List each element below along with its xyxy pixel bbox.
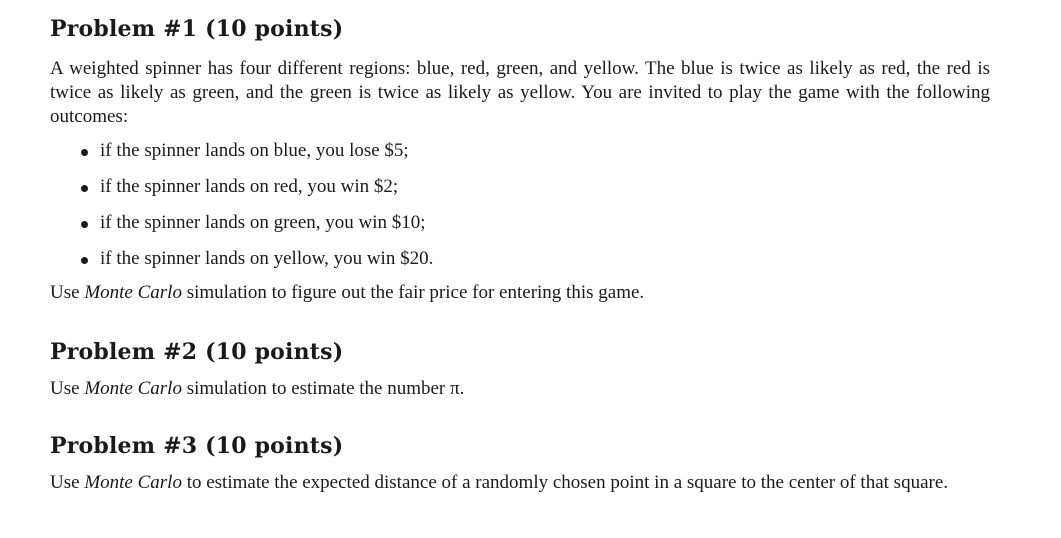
body-pre: Use: [50, 472, 80, 493]
problem-2-body: [50, 377, 990, 401]
bullet-icon: [81, 185, 88, 192]
problem-1-conclusion: [50, 281, 990, 305]
conclusion-post: simulation to figure out the fair price for entering this game.: [186, 282, 645, 303]
bullet-icon: [81, 257, 88, 264]
problem-2-title: Problem #2 (10 points): [50, 339, 344, 365]
monte-carlo-emphasis: Monte Carlo: [84, 378, 182, 399]
problem-1-title: Problem #1 (10 points): [50, 16, 344, 42]
outcome-text: if the spinner lands on red, you win $2;: [100, 176, 399, 197]
bullet-icon: [81, 149, 88, 156]
outcome-text: if the spinner lands on green, you win $10;: [100, 212, 426, 233]
outcome-item-blue: [50, 139, 990, 163]
problem-1-intro: A weighted spinner has four different regions: blue, red, green, and yellow. The blue is twice as likely as red, the red is twice as likely as green, and the green is twice as likely as yellow. You are invited to play the game with the following outcomes:: [50, 58, 990, 127]
body-post: to estimate the expected distance of a randomly chosen point in a square to the center of that square.: [186, 472, 949, 493]
outcome-item-green: [50, 211, 990, 235]
outcomes-list: [50, 139, 990, 271]
outcome-item-yellow: [50, 247, 990, 271]
problem-3-section: [50, 431, 990, 495]
monte-carlo-emphasis: Monte Carlo: [84, 472, 182, 493]
outcome-text: if the spinner lands on blue, you lose $5;: [100, 140, 409, 161]
problem-3-body: [50, 471, 990, 495]
problem-1-section: [50, 14, 990, 305]
problem-2-section: [50, 337, 990, 401]
outcome-item-red: [50, 175, 990, 199]
outcome-text: if the spinner lands on yellow, you win $20.: [100, 248, 434, 269]
body-post: simulation to estimate the number π.: [186, 378, 465, 399]
bullet-icon: [81, 221, 88, 228]
document-page: [50, 14, 990, 495]
problem-3-title: Problem #3 (10 points): [50, 433, 344, 459]
body-pre: Use: [50, 378, 80, 399]
monte-carlo-emphasis: Monte Carlo: [84, 282, 182, 303]
conclusion-pre: Use: [50, 282, 80, 303]
